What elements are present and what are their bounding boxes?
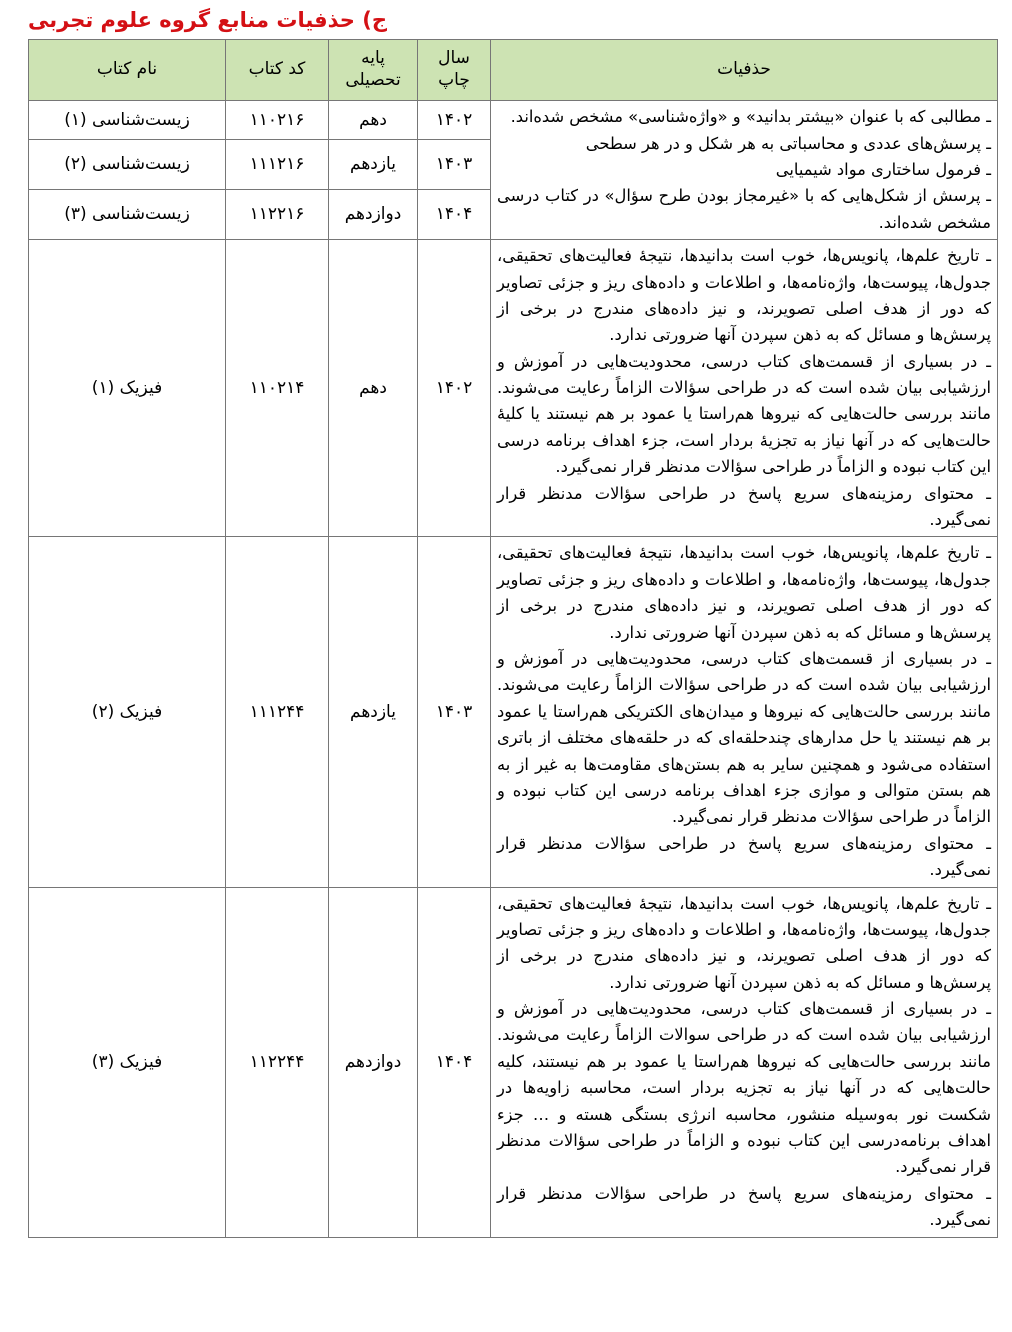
cell-book-code: ۱۱۱۲۱۶: [226, 140, 329, 190]
cell-print-year: ۱۴۰۲: [418, 240, 491, 537]
table-container: [0, 39, 1012, 1237]
deletion-line: ـ تاریخ علم‌ها، پانویس‌ها، خوب است بدانیدها، نتیجهٔ فعالیت‌های تحقیقی، جدول‌ها، پیوست‌ها، واژه‌نامه‌ها، و اطلاعات و داده‌های ریز و جزئی تصاویر که دور از هدف اصلی تصویرند، و نیز داده‌های مندرج در برخی از پرسش‌ها و مسائل که به ذهن سپردن آنها ضرورتی ندارد.: [497, 543, 991, 642]
column-header-grade: پایه تحصیلی: [329, 40, 418, 101]
cell-grade: دهم: [329, 240, 418, 537]
deletion-line: ـ تاریخ علم‌ها، پانویس‌ها، خوب است بدانیدها، نتیجهٔ فعالیت‌های تحقیقی، جدول‌ها، پیوست‌ها، واژه‌نامه‌ها، و اطلاعات و داده‌های ریز و جزئی تصاویر که دور از هدف اصلی تصویرند، و نیز داده‌های مندرج در برخی از پرسش‌ها و مسائل که به ذهن سپردن آنها ضرورتی ندارد.: [497, 893, 991, 992]
deletion-line: ـ محتوای رمزینه‌های سریع پاسخ در طراحی سؤالات مدنظر قرار نمی‌گیرد.: [497, 1183, 991, 1230]
cell-print-year: ۱۴۰۴: [418, 190, 491, 240]
deletion-line: ـ مطالبی که با عنوان «بیشتر بدانید» و «واژه‌شناسی» مشخص شده‌اند.: [510, 107, 991, 127]
cell-book-name: فیزیک (۳): [29, 887, 226, 1237]
cell-book-name: زیست‌شناسی (۱): [29, 101, 226, 140]
table-body: [29, 101, 998, 1237]
cell-grade: دوازدهم: [329, 190, 418, 240]
cell-book-name: فیزیک (۲): [29, 537, 226, 887]
table-row: [29, 101, 998, 140]
cell-print-year: ۱۴۰۴: [418, 887, 491, 1237]
deletion-line: ـ در بسیاری از قسمت‌های کتاب درسی، محدودیت‌هایی در آموزش و ارزشیابی بیان شده است که در طراحی سوالات الزاماً رعایت می‌شوند. مانند بررسی حالت‌هایی که نیروها هم‌راستا یا عمود بر هم نیستند، کلیه حالت‌هایی که در آنها نیاز به تجزیه بردار است، محاسبه زاویه‌ها در شکست نور به‌وسیله منشور، محاسبه انرژی بستگی هسته و … جزء اهداف برنامه‌درسی این کتاب نبوده و الزاماً در طراحی سؤالات مدنظر قرار نمی‌گیرد.: [497, 999, 991, 1177]
cell-print-year: ۱۴۰۳: [418, 140, 491, 190]
cell-deletions: [491, 101, 998, 240]
cell-book-code: ۱۱۲۲۱۶: [226, 190, 329, 240]
deletion-line: ـ در بسیاری از قسمت‌های کتاب درسی، محدودیت‌هایی در آموزش و ارزشیابی بیان شده است که در طراحی سؤالات الزاماً رعایت می‌شوند. مانند بررسی حالت‌هایی که نیروها و میدان‌های الکتریکی هم‌راستا یا عمود بر هم نیستند یا حل مدارهای چندحلقه‌ای که در حلقه‌های مختلف از باتری استفاده می‌شود و همچنین سایر به هم بستن‌های مقاومت‌ها به غیر از به هم بستن متوالی و موازی جزء اهداف برنامه درسی این کتاب نبوده و الزاماً در طراحی سؤالات مدنظر قرار نمی‌گیرد.: [497, 649, 991, 827]
cell-book-code: ۱۱۲۲۴۴: [226, 887, 329, 1237]
cell-book-name: فیزیک (۱): [29, 240, 226, 537]
header-row: [29, 40, 998, 101]
cell-grade: دوازدهم: [329, 887, 418, 1237]
column-header-print-year: سال چاپ: [418, 40, 491, 101]
deletion-line: ـ محتوای رمزینه‌های سریع پاسخ در طراحی سؤالات مدنظر قرار نمی‌گیرد.: [497, 483, 991, 530]
cell-deletions: [491, 537, 998, 887]
cell-book-code: ۱۱۰۲۱۴: [226, 240, 329, 537]
cell-deletions: [491, 240, 998, 537]
deletion-line: ـ پرسش از شکل‌هایی که با «غیرمجاز بودن طرح سؤال» در کتاب درسی مشخص شده‌اند.: [497, 186, 991, 232]
column-header-book-name: نام کتاب: [29, 40, 226, 101]
column-header-deletions: حذفیات: [491, 40, 998, 101]
cell-grade: یازدهم: [329, 537, 418, 887]
table-row: [29, 537, 998, 887]
deletion-line: ـ در بسیاری از قسمت‌های کتاب درسی، محدودیت‌هایی در آموزش و ارزشیابی بیان شده است که در طراحی سؤالات الزاماً رعایت می‌شوند. مانند بررسی حالت‌هایی که نیروها هم‌راستا یا عمود بر هم نیستند یا کلیهٔ حالت‌هایی که در آنها نیاز به تجزیهٔ بردار است، جزء اهداف برنامه درسی این کتاب نبوده و الزاماً در طراحی سؤالات مدنظر قرار نمی‌گیرد.: [497, 351, 991, 477]
deletions-table: [28, 39, 998, 1237]
title-bar: [0, 0, 1012, 39]
cell-print-year: ۱۴۰۲: [418, 101, 491, 140]
page-title: ج) حذفیات منابع گروه علوم تجربی: [28, 8, 387, 32]
cell-grade: یازدهم: [329, 140, 418, 190]
deletion-line: ـ تاریخ علم‌ها، پانویس‌ها، خوب است بدانیدها، نتیجهٔ فعالیت‌های تحقیقی، جدول‌ها، پیوست‌ها، واژه‌نامه‌ها، و اطلاعات و داده‌های ریز و جزئی تصاویر که دور از هدف اصلی تصویرند، و نیز داده‌های مندرج در برخی از پرسش‌ها و مسائل که به ذهن سپردن آنها ضرورتی ندارد.: [497, 246, 991, 345]
cell-print-year: ۱۴۰۳: [418, 537, 491, 887]
deletion-line: ـ محتوای رمزینه‌های سریع پاسخ در طراحی سؤالات مدنظر قرار نمی‌گیرد.: [497, 833, 991, 880]
cell-deletions: [491, 887, 998, 1237]
deletion-line: ـ فرمول ساختاری مواد شیمیایی: [775, 159, 991, 179]
cell-grade: دهم: [329, 101, 418, 140]
deletion-line: ـ پرسش‌های عددی و محاسباتی به هر شکل و در هر سطحی: [585, 133, 991, 153]
cell-book-code: ۱۱۰۲۱۶: [226, 101, 329, 140]
column-header-book-code: کد کتاب: [226, 40, 329, 101]
table-row: [29, 887, 998, 1237]
cell-book-name: زیست‌شناسی (۲): [29, 140, 226, 190]
table-row: [29, 240, 998, 537]
cell-book-code: ۱۱۱۲۴۴: [226, 537, 329, 887]
cell-book-name: زیست‌شناسی (۳): [29, 190, 226, 240]
table-header: [29, 40, 998, 101]
